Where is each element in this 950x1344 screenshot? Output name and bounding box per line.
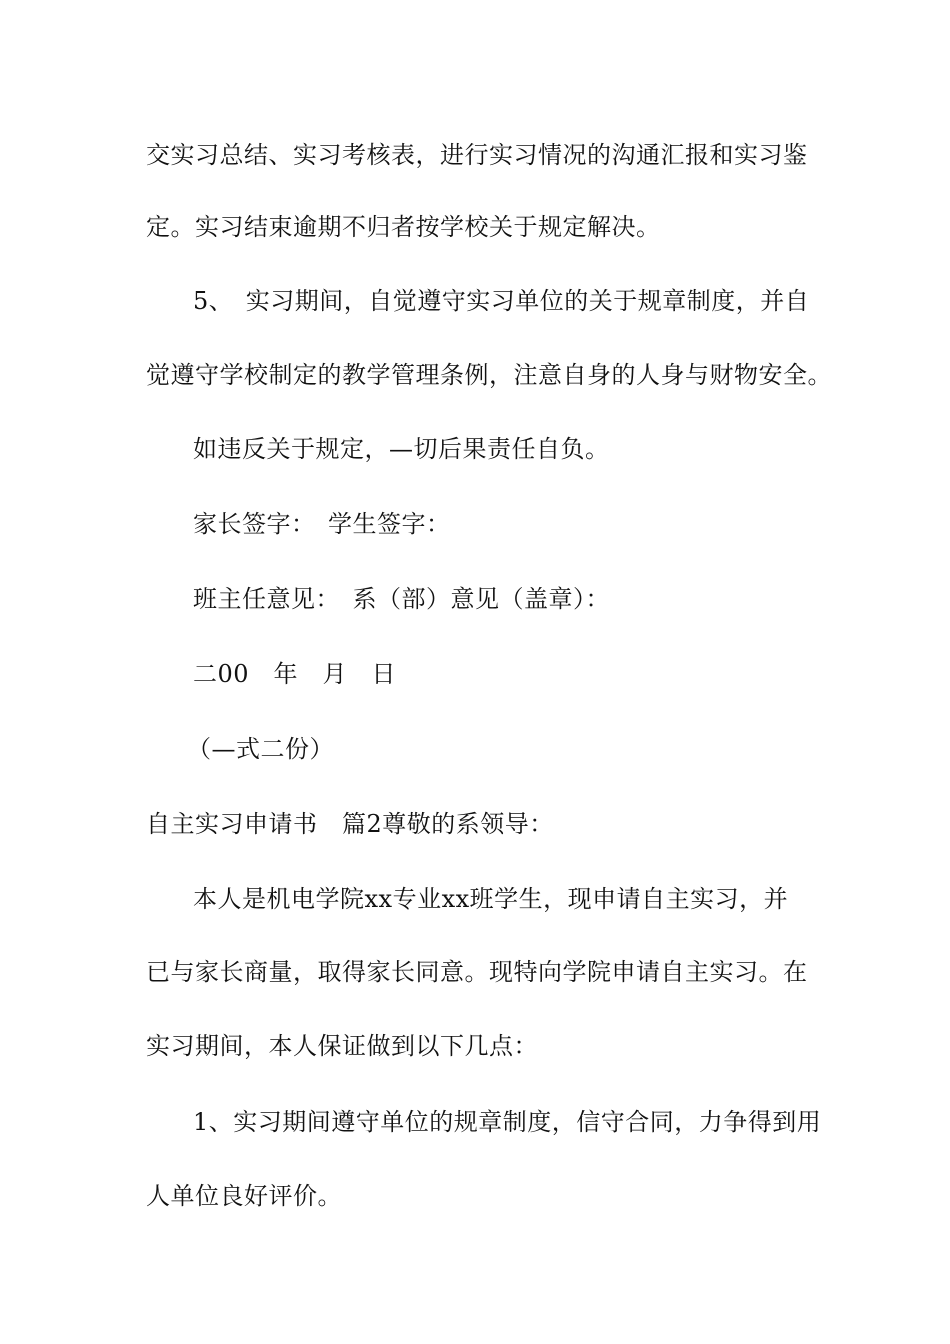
signature-line: 家长签字： 学生签字： [193,510,451,538]
paragraph-line-3: 5、 实习期间，自觉遵守实习单位的关于规章制度，并自 [193,287,810,315]
paragraph-line-4: 觉遵守学校制定的教学管理条例，注意自身的人身与财物安全。 [146,361,832,389]
paragraph-line-15: 人单位良好评价。 [146,1182,342,1210]
paragraph-line-11: 本人是机电学院xx专业xx班学生，现申请自主实习，并 [193,885,789,913]
paragraph-line-14: 1、实习期间遵守单位的规章制度，信守合同，力争得到用 [193,1108,822,1136]
paragraph-line-12: 已与家长商量，取得家长同意。现特向学院申请自主实习。在 [146,958,808,986]
copies-note: （—式二份） [187,735,334,763]
paragraph-line-5: 如违反关于规定，—切后果责任自负。 [193,435,610,463]
date-line: 二00 年 月 日 [193,660,397,688]
paragraph-line-1: 交实习总结、实习考核表，进行实习情况的沟通汇报和实习鉴 [146,141,808,169]
section-heading: 自主实习申请书 篇2尊敬的系领导： [146,810,554,838]
opinion-line: 班主任意见： 系（部）意见（盖章）： [193,585,610,613]
paragraph-line-13: 实习期间，本人保证做到以下几点： [146,1032,538,1060]
paragraph-line-2: 定。实习结束逾期不归者按学校关于规定解决。 [146,213,661,241]
